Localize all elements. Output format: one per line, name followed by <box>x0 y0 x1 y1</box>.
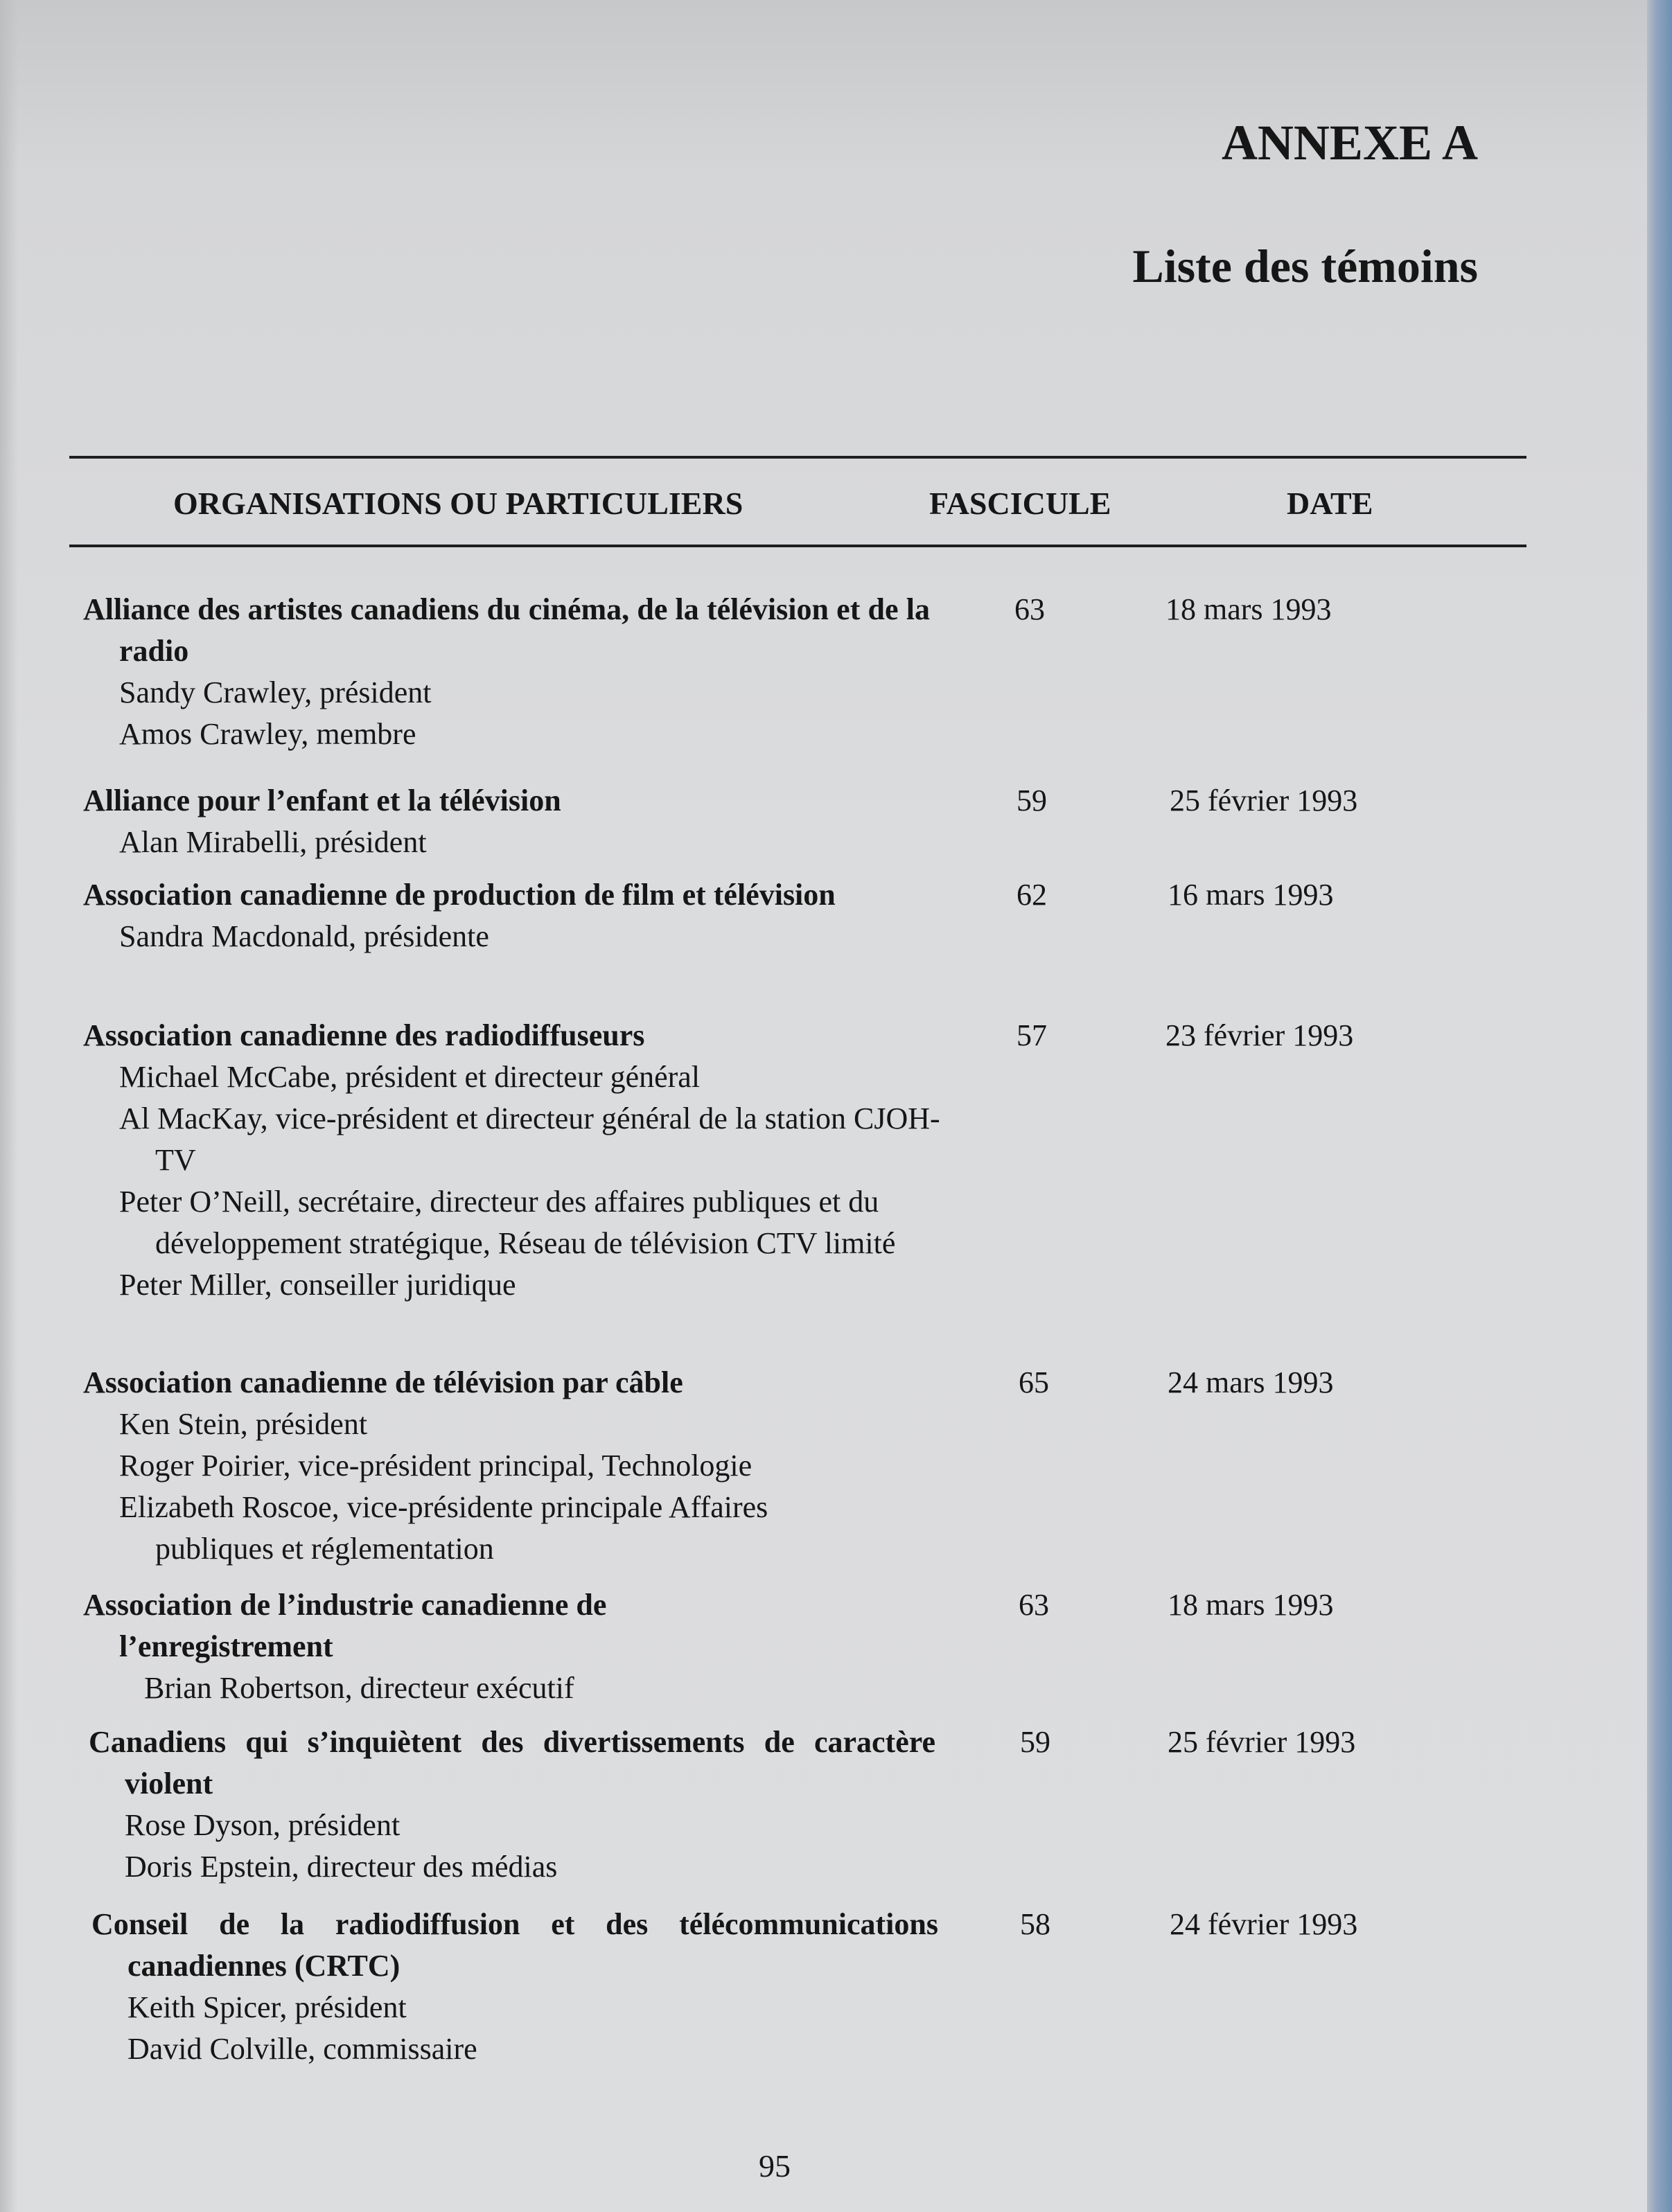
witness-entry <box>83 1584 1469 1709</box>
witness-person: Alan Mirabelli, président <box>119 825 427 859</box>
witness-entry <box>83 780 1469 863</box>
list-title: Liste des témoins <box>1132 240 1478 292</box>
hearing-date: 23 février 1993 <box>1165 1018 1354 1052</box>
organisation-name: Association de l’industrie canadienne de l’enregistrement <box>83 1588 607 1663</box>
witness-entry <box>89 1722 1475 1888</box>
witness-person: Michael McCabe, président et directeur général <box>119 1060 701 1094</box>
witness-entry <box>83 874 1469 957</box>
witness-person: Roger Poirier, vice-président principal, Technologie <box>119 1449 753 1483</box>
witness-person: David Colville, commissaire <box>127 2032 477 2066</box>
witness-person: Ken Stein, président <box>119 1407 368 1441</box>
witness-person: Sandy Crawley, président <box>119 675 432 709</box>
fascicule-number: 63 <box>1019 1588 1049 1622</box>
witness-entry <box>83 589 1469 755</box>
witness-person: Brian Robertson, directeur exécutif <box>144 1671 574 1705</box>
column-header-organisations: ORGANISATIONS OU PARTICULIERS <box>173 486 743 521</box>
witness-person: Keith Spicer, président <box>127 1990 407 2024</box>
witness-person: Sandra Macdonald, présidente <box>119 919 489 953</box>
hearing-date: 16 mars 1993 <box>1168 878 1334 912</box>
hearing-date: 25 février 1993 <box>1170 784 1358 817</box>
witness-entry <box>83 1362 1469 1570</box>
organisation-name: Alliance des artistes canadiens du cinéma, de la télévision et de la radio <box>83 592 930 668</box>
fascicule-number: 58 <box>1020 1907 1050 1941</box>
organisation-name: Conseil de la radiodiffusion et des télécommunications canadiennes (CRTC) <box>91 1907 938 1983</box>
witness-person: Rose Dyson, président <box>125 1808 401 1842</box>
organisation-name: Canadiens qui s’inquiètent des divertissements de caractère violent <box>89 1725 935 1800</box>
fascicule-number: 57 <box>1017 1018 1047 1052</box>
fascicule-number: 62 <box>1017 878 1047 912</box>
witness-person: Doris Epstein, directeur des médias <box>125 1850 558 1884</box>
column-header-fascicule: FASCICULE <box>929 486 1111 521</box>
organisation-name: Association canadienne de production de film et télévision <box>83 878 836 912</box>
hearing-date: 18 mars 1993 <box>1165 592 1332 626</box>
organisation-name: Association canadienne de télévision par câble <box>83 1365 683 1399</box>
witness-person: Al MacKay, vice-président et directeur général de la station CJOH-TV <box>119 1101 940 1177</box>
hearing-date: 24 mars 1993 <box>1168 1365 1334 1399</box>
witness-entry <box>91 1904 1477 2070</box>
fascicule-number: 59 <box>1020 1725 1050 1759</box>
fascicule-number: 63 <box>1014 592 1045 626</box>
witness-person: Peter Miller, conseiller juridique <box>119 1268 516 1302</box>
page-number: 95 <box>759 2148 791 2184</box>
witness-entry <box>83 1015 1469 1306</box>
hearing-date: 25 février 1993 <box>1168 1725 1356 1759</box>
table-top-rule <box>69 456 1526 459</box>
column-header-date: DATE <box>1287 486 1373 521</box>
witness-person: Elizabeth Roscoe, vice-présidente principale Affaires publiques et réglementation <box>119 1490 768 1566</box>
witness-person: Peter O’Neill, secrétaire, directeur des affaires publiques et du développement stratégique, Réseau de télévision CTV limité <box>119 1185 896 1260</box>
table-header-rule <box>69 545 1526 547</box>
page-gutter-shadow <box>0 0 18 2212</box>
annex-title: ANNEXE A <box>1221 115 1478 170</box>
witness-person: Amos Crawley, membre <box>119 717 416 751</box>
organisation-name: Alliance pour l’enfant et la télévision <box>83 784 561 817</box>
hearing-date: 24 février 1993 <box>1170 1907 1358 1941</box>
fascicule-number: 59 <box>1017 784 1047 817</box>
organisation-name: Association canadienne des radiodiffuseurs <box>83 1018 645 1052</box>
book-edge <box>1647 0 1672 2212</box>
fascicule-number: 65 <box>1019 1365 1049 1399</box>
hearing-date: 18 mars 1993 <box>1168 1588 1334 1622</box>
